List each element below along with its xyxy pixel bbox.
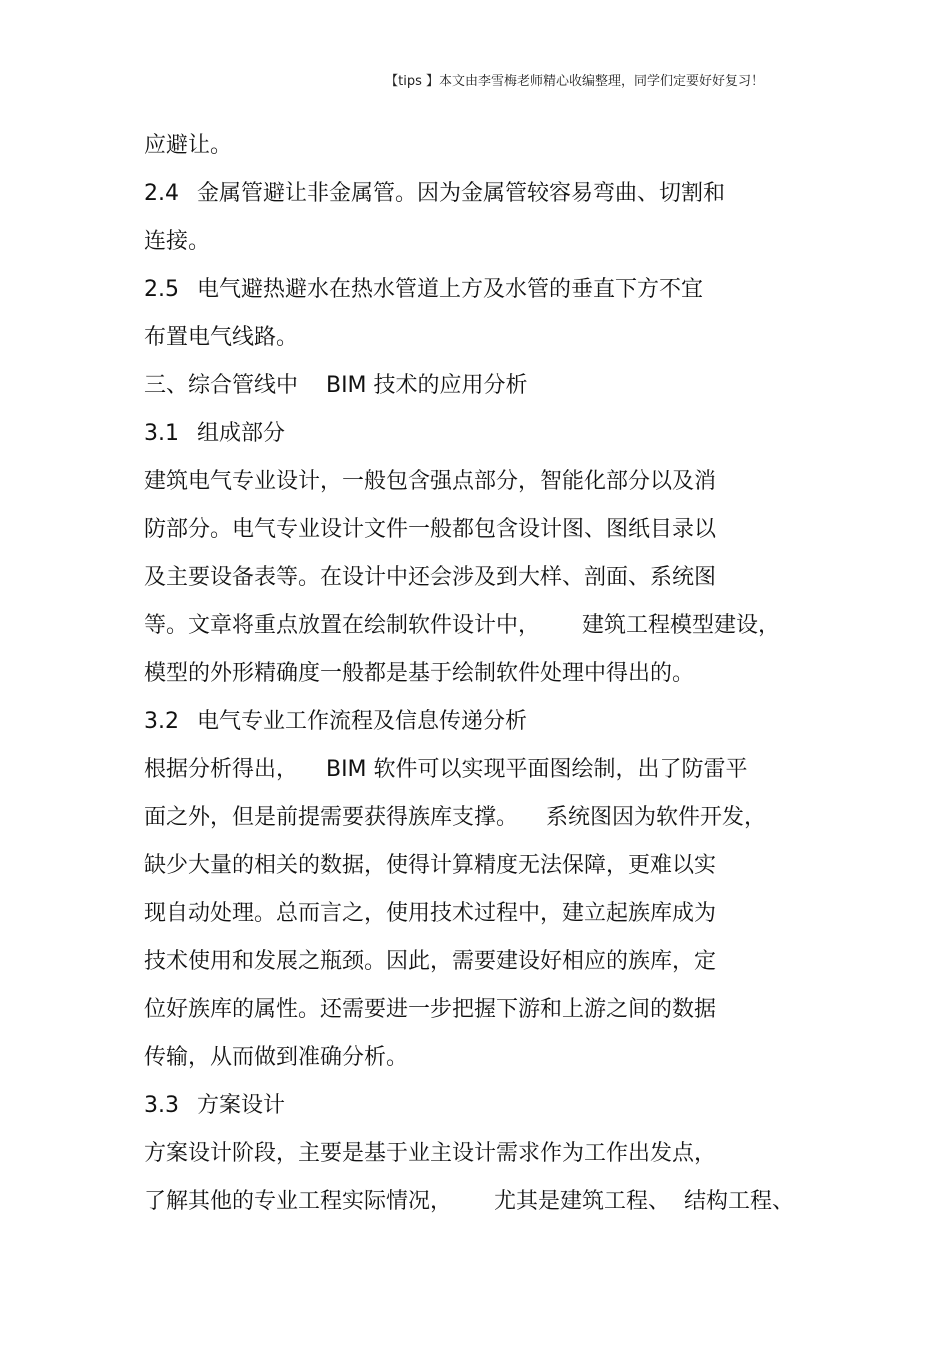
line-text: 建筑电气专业设计，一般包含强点部分，智能化部分以及消 bbox=[144, 469, 717, 494]
text-line bbox=[144, 1136, 844, 1184]
line-text: 组成部分 bbox=[197, 421, 286, 446]
line-text: 电气避热避水在热水管道上方及水管的垂直下方不宜 bbox=[197, 277, 704, 302]
line-text: 布置电气线路。 bbox=[144, 325, 299, 350]
line-text: 位好族库的属性。还需要进一步把握下游和上游之间的数据 bbox=[144, 997, 717, 1022]
line-text: 了解其他的专业工程实际情况， 尤其是建筑工程、 结构工程、 bbox=[144, 1189, 794, 1214]
document-body bbox=[144, 128, 844, 1232]
section-number: 2.4 bbox=[144, 181, 179, 206]
line-text: 防部分。电气专业设计文件一般都包含设计图、图纸目录以 bbox=[144, 517, 717, 542]
text-line bbox=[144, 752, 844, 800]
text-line bbox=[144, 992, 844, 1040]
text-line bbox=[144, 128, 844, 176]
section-number: 3.2 bbox=[144, 709, 179, 734]
text-line bbox=[144, 560, 844, 608]
line-text: 电气专业工作流程及信息传递分析 bbox=[197, 709, 528, 734]
text-line bbox=[144, 896, 844, 944]
section-heading bbox=[144, 368, 844, 416]
line-text: 技术使用和发展之瓶颈。因此，需要建设好相应的族库，定 bbox=[144, 949, 717, 974]
text-line bbox=[144, 464, 844, 512]
line-text: 方案设计 bbox=[197, 1093, 286, 1118]
subsection-heading bbox=[144, 1088, 844, 1136]
text-line bbox=[144, 512, 844, 560]
line-text: 应避让。 bbox=[144, 133, 233, 158]
section-number: 3.1 bbox=[144, 421, 179, 446]
line-text: 方案设计阶段，主要是基于业主设计需求作为工作出发点， bbox=[144, 1141, 717, 1166]
text-line bbox=[144, 656, 844, 704]
text-line bbox=[144, 608, 844, 656]
line-text: 及主要设备表等。在设计中还会涉及到大样、剖面、系统图 bbox=[144, 565, 717, 590]
line-text: 三、综合管线中 BIM 技术的应用分析 bbox=[144, 373, 528, 398]
section-number: 2.5 bbox=[144, 277, 179, 302]
text-line bbox=[144, 320, 844, 368]
text-line bbox=[144, 848, 844, 896]
line-text: 连接。 bbox=[144, 229, 211, 254]
text-line bbox=[144, 224, 844, 272]
subsection-heading bbox=[144, 416, 844, 464]
line-text: 根据分析得出， BIM 软件可以实现平面图绘制，出了防雷平 bbox=[144, 757, 748, 782]
text-line bbox=[144, 800, 844, 848]
text-line bbox=[144, 272, 844, 320]
text-line bbox=[144, 176, 844, 224]
subsection-heading bbox=[144, 704, 844, 752]
line-text: 缺少大量的相关的数据，使得计算精度无法保障，更难以实 bbox=[144, 853, 717, 878]
line-text: 现自动处理。总而言之，使用技术过程中，建立起族库成为 bbox=[144, 901, 717, 926]
section-number: 3.3 bbox=[144, 1093, 179, 1118]
line-text: 金属管避让非金属管。因为金属管较容易弯曲、切割和 bbox=[197, 181, 726, 206]
line-text: 传输，从而做到准确分析。 bbox=[144, 1045, 409, 1070]
text-line bbox=[144, 944, 844, 992]
line-text: 模型的外形精确度一般都是基于绘制软件处理中得出的。 bbox=[144, 661, 695, 686]
line-text: 面之外，但是前提需要获得族库支撑。 系统图因为软件开发， bbox=[144, 805, 766, 830]
text-line bbox=[144, 1184, 844, 1232]
text-line bbox=[144, 1040, 844, 1088]
line-text: 等。文章将重点放置在绘制软件设计中， 建筑工程模型建设， bbox=[144, 613, 780, 638]
header-tip-note: 【tips 】本文由李雪梅老师精心收编整理，同学们定要好好复习！ bbox=[385, 74, 764, 89]
